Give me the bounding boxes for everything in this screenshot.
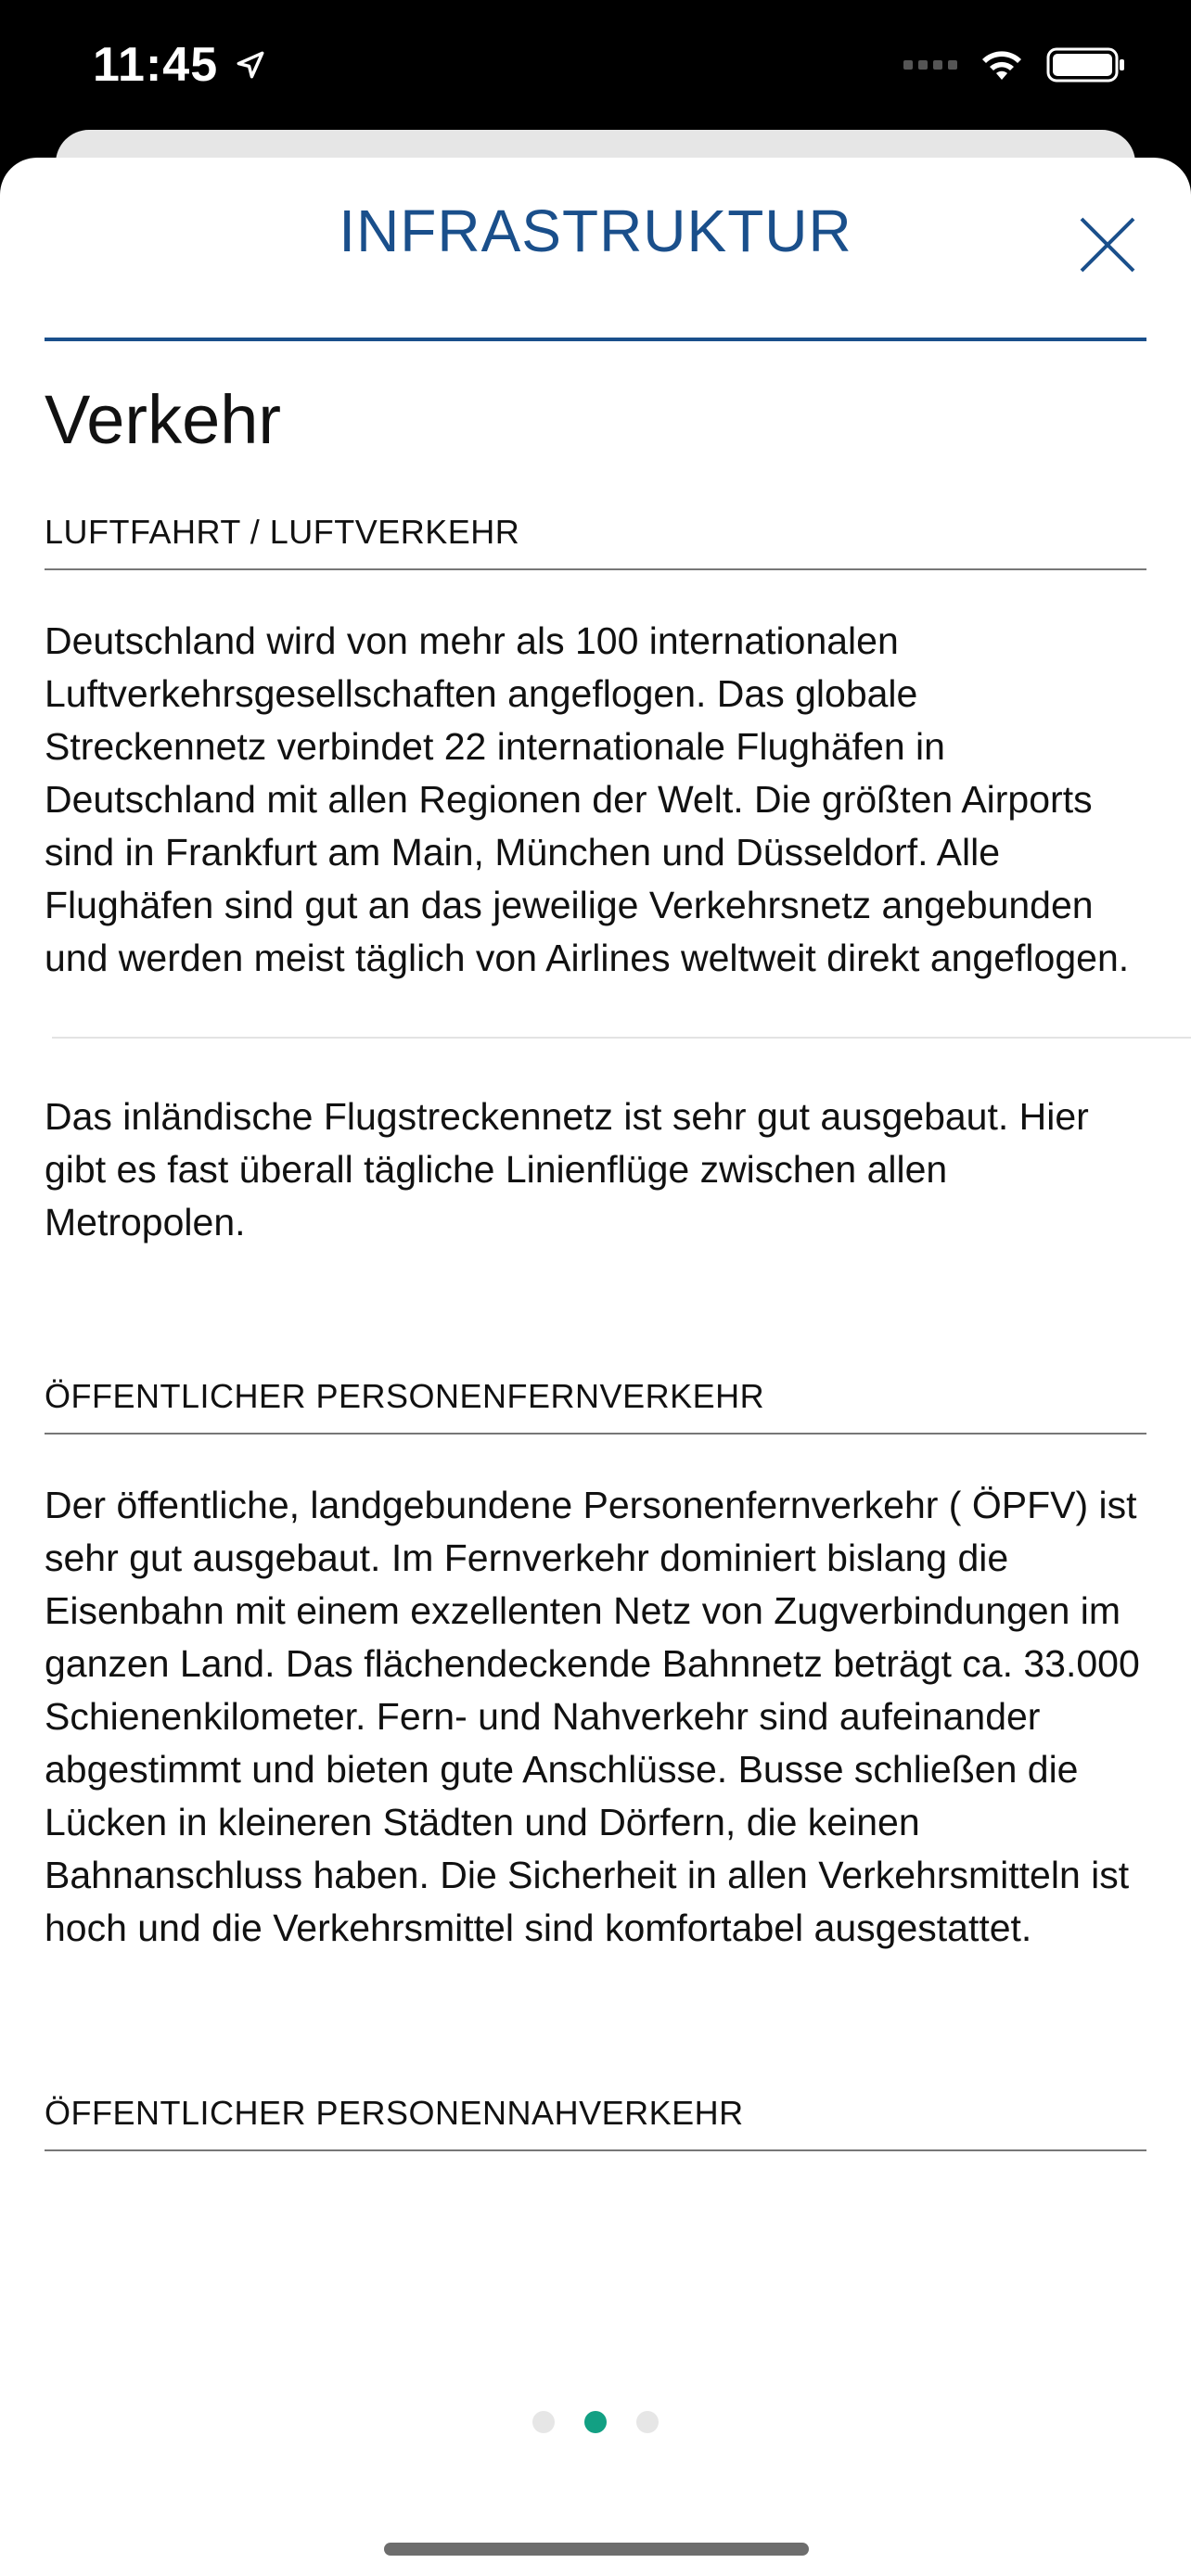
sheet-header [0, 158, 1191, 339]
section-heading-aviation: LUFTFAHRT / LUFTVERKEHR [45, 513, 1146, 570]
page-indicator [0, 2411, 1191, 2433]
paragraph-divider [52, 1037, 1191, 1039]
sheet-content [45, 380, 1146, 2196]
page-dot-1[interactable] [532, 2411, 555, 2433]
sheet-title: INFRASTRUKTUR [339, 198, 852, 264]
status-time [93, 37, 266, 93]
home-indicator[interactable] [384, 2543, 809, 2556]
paragraph-long-distance-1: Der öffentliche, landgebundene Personenfernverkehr ( ÖPFV) ist sehr gut ausgebaut. Im Fernverkehr dominiert bislang die Eisenbahn mit einem exzellenten Netz von Zugverbindungen im ganzen Land. Das flächendeckende Bahnnetz beträgt ca. 33.000 Schienenkilometer. Fern- und Nahverkehr sind aufeinander abgestimmt und bieten gute Anschlüsse. Busse schließen die Lücken in kleineren Städten und Dörfern, die keinen Bahnanschluss haben. Die Sicherheit in allen Verkehrsmitteln ist hoch und die Verkehrsmittel sind komfortabel ausgestattet. [45, 1484, 1140, 1949]
paragraph-aviation-2: Das inländische Flugstreckennetz ist sehr gut ausgebaut. Hier gibt es fast überall tägliche Linienflüge zwischen allen Metropolen. [45, 1095, 1089, 1243]
page-dot-2-active[interactable] [584, 2411, 607, 2433]
page-dot-3[interactable] [636, 2411, 659, 2433]
close-icon [1069, 206, 1146, 284]
battery-icon [1046, 46, 1126, 83]
location-arrow-icon [235, 49, 266, 81]
status-bar [0, 0, 1191, 139]
info-sheet [0, 158, 1191, 2576]
paragraph-aviation-1: Deutschland wird von mehr als 100 internationalen Luftverkehrsgesellschaften angeflogen. Das globale Streckennetz verbindet 22 internationale Flughäfen in Deutschland mit allen Regionen der Welt. Die größten Airports sind in Frankfurt am Main, München und Düsseldorf. Alle Flughäfen sind gut an das jeweilige Verkehrsnetz angebunden und werden meist täglich von Airlines weltweit direkt angeflogen. [45, 619, 1130, 979]
section-heading-local: ÖFFENTLICHER PERSONENNAHVERKEHR [45, 2094, 1146, 2151]
status-time-text: 11:45 [93, 38, 219, 92]
page-title: Verkehr [45, 381, 282, 458]
close-button[interactable] [1069, 206, 1146, 284]
status-icons [903, 46, 1126, 83]
cellular-signal-icon [903, 60, 957, 70]
section-heading-long-distance: ÖFFENTLICHER PERSONENFERNVERKEHR [45, 1377, 1146, 1435]
wifi-icon [978, 46, 1026, 83]
header-divider [45, 338, 1146, 341]
